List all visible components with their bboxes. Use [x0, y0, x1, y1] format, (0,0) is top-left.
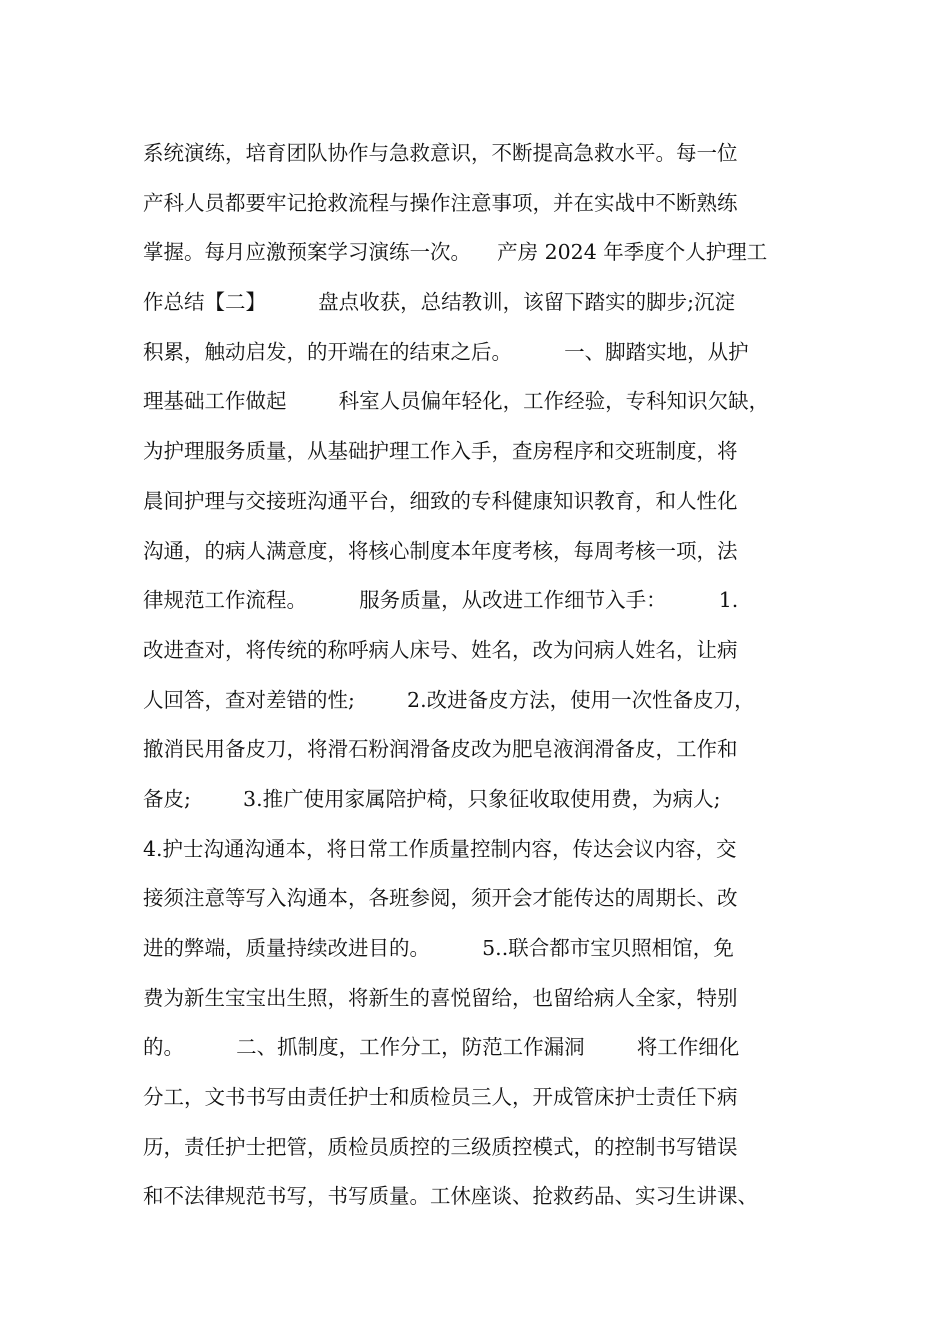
text-line: 律规范工作流程。 服务质量，从改进工作细节入手： 1. — [143, 588, 739, 613]
text-line: 费为新生宝宝出生照，将新生的喜悦留给，也留给病人全家，特别 — [143, 985, 738, 1010]
text-line: 改进查对，将传统的称呼病人床号、姓名，改为问病人姓名，让病 — [143, 637, 738, 662]
text-line: 晨间护理与交接班沟通平台，细致的专科健康知识教育，和人性化 — [143, 488, 738, 513]
text-line: 备皮; 3.推广使用家属陪护椅，只象征收取使用费，为病人; — [143, 786, 721, 811]
text-line: 的。 二、抓制度，工作分工，防范工作漏洞 将工作细化 — [143, 1035, 740, 1060]
text-line: 沟通，的病人满意度，将核心制度本年度考核，每周考核一项，法 — [143, 538, 738, 563]
text-line: 系统演练，培育团队协作与急救意识，不断提高急救水平。每一位 — [143, 141, 738, 165]
text-line: 产科人员都要牢记抢救流程与操作注意事项，并在实战中不断熟练 — [143, 190, 738, 215]
text-line: 撤消民用备皮刀，将滑石粉润滑备皮改为肥皂液润滑备皮，工作和 — [143, 737, 738, 762]
text-line: 接须注意等写入沟通本，各班参阅，须开会才能传达的周期长、改 — [143, 886, 738, 911]
text-line: 为护理服务质量，从基础护理工作入手，查房程序和交班制度，将 — [143, 439, 738, 464]
text-line: 人回答，查对差错的性; 2.改进备皮方法，使用一次性备皮刀， — [143, 687, 755, 712]
text-line: 进的弊端，质量持续改进目的。 5..联合都市宝贝照相馆，免 — [143, 936, 734, 960]
text-line: 积累，触动启发，的开端在的结束之后。 一、脚踏实地，从护 — [143, 339, 749, 364]
text-line: 掌握。每月应激预案学习演练一次。 产房 2024 年季度个人护理工 — [143, 240, 768, 265]
text-line: 分工，文书书写由责任护士和质检员三人，开成管床护士责任下病 — [143, 1085, 738, 1110]
text-line: 理基础工作做起 科室人员偏年轻化，工作经验，专科知识欠缺， — [143, 389, 770, 414]
body-text — [143, 129, 833, 1222]
text-line: 4.护士沟通沟通本，将日常工作质量控制内容，传达会议内容，交 — [143, 836, 737, 861]
text-line: 和不法律规范书写，书写质量。工休座谈、抢救药品、实习生讲课、 — [143, 1184, 758, 1209]
text-line: 作总结【二】 盘点收获，总结教训，该留下踏实的脚步;沉淀 — [143, 290, 736, 315]
text-line: 历，责任护士把管，质检员质控的三级质控模式，的控制书写错误 — [143, 1134, 738, 1159]
